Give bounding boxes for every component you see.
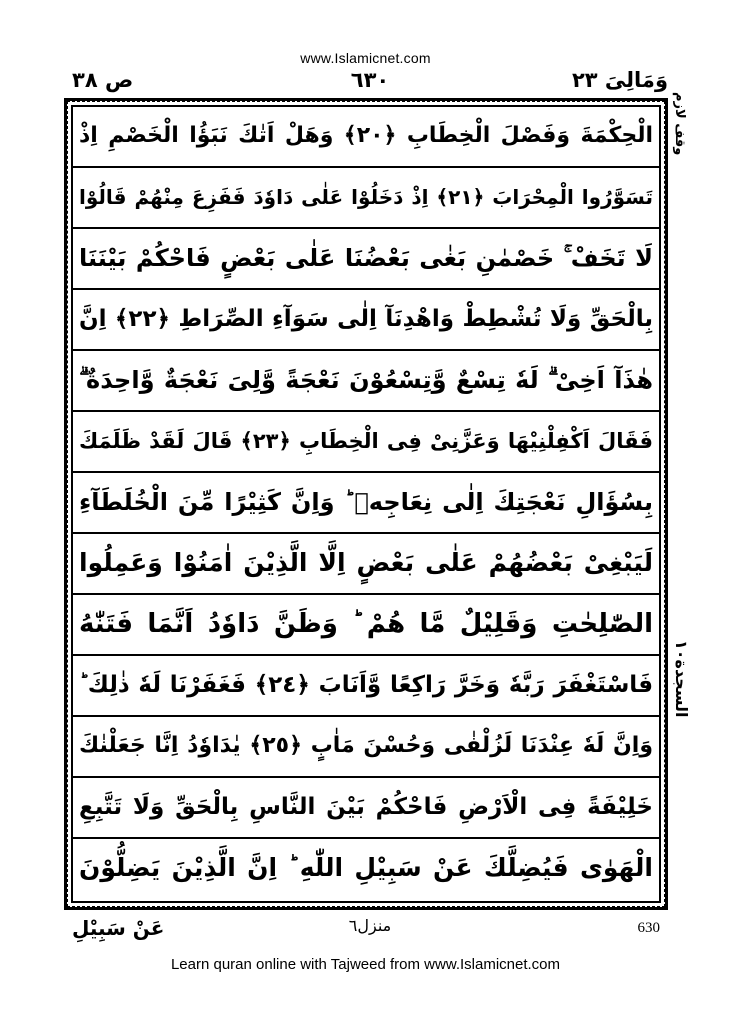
text-line-12: خَلِيْفَةً فِى الْاَرْضِ فَاحْكُمْ بَيْنَ النَّاسِ بِالْحَقِّ وَلَا تَتَّبِعِ (73, 778, 659, 839)
text-line-7: بِسُؤَالِ نَعْجَتِكَ اِلٰى نِعَاجِهٖ ؕ وَاِنَّ كَثِيْرًا مِّنَ الْخُلَطَآءِ (73, 473, 659, 534)
juz-label: وَمَالِىَ ٢٣ (571, 68, 668, 92)
page-footer (72, 916, 668, 946)
text-line-10: فَاسْتَغْفَرَ رَبَّهٗ وَخَرَّ رَاكِعًا وَّاَنَابَ ﴿٢٤﴾ فَغَفَرْنَا لَهٗ ذٰلِكَ ؕ (73, 656, 659, 717)
text-line-1: الْحِكْمَةَ وَفَصْلَ الْخِطَابِ ﴿٢٠﴾ وَهَلْ اَتٰكَ نَبَؤُا الْخَصْمِ اِذْ (73, 107, 659, 168)
text-line-13: الْهَوٰى فَيُضِلَّكَ عَنْ سَبِيْلِ اللّٰهِ ؕ اِنَّ الَّذِيْنَ يَضِلُّوْنَ (79, 853, 653, 882)
text-line-5: هٰذَآ اَخِىْ ۗ لَهٗ تِسْعٌ وَّتِسْعُوْنَ نَعْجَةً وَّلِىَ نَعْجَةٌ وَّاحِدَةٌ ۗ (73, 351, 659, 412)
text-line-4: بِالْحَقِّ وَلَا تُشْطِطْ وَاهْدِنَآ اِلٰى سَوَآءِ الصِّرَاطِ ﴿٢٢﴾ اِنَّ (73, 290, 659, 351)
margin-note-waqf: وقف لازم (672, 92, 687, 156)
text-line-2: تَسَوَّرُوا الْمِحْرَابَ ﴿٢١﴾ اِذْ دَخَلُوْا عَلٰى دَاوٗدَ فَفَزِعَ مِنْهُمْ قَالُوْا (73, 168, 659, 229)
text-line-9: الصّٰلِحٰتِ وَقَلِيْلٌ مَّا هُمْ ؕ وَظَنَّ دَاوٗدُ اَنَّمَا فَتَنّٰهُ (73, 595, 659, 656)
site-url: www.Islamicnet.com (300, 50, 431, 66)
text-line-3: لَا تَخَفْ ۚ خَصْمٰنِ بَغٰى بَعْضُنَا عَلٰى بَعْضٍ فَاحْكُمْ بَيْنَنَا (73, 229, 659, 290)
quran-text-block (73, 107, 659, 901)
page-number: 630 (637, 920, 660, 936)
margin-note-sajdah: السجدة١٠ (672, 640, 691, 718)
text-line-11: وَاِنَّ لَهٗ عِنْدَنَا لَزُلْفٰى وَحُسْنَ مَاٰبٍ ﴿٢٥﴾ يٰدَاوٗدُ اِنَّا جَعَلْنٰكَ (73, 717, 659, 778)
text-line-8: لَيَبْغِىْ بَعْضُهُمْ عَلٰى بَعْضٍ اِلَّا الَّذِيْنَ اٰمَنُوْا وَعَمِلُوا (73, 534, 659, 595)
text-line-6: فَقَالَ اَكْفِلْنِيْهَا وَعَزَّنِىْ فِى الْخِطَابِ ﴿٢٣﴾ قَالَ لَقَدْ ظَلَمَكَ (73, 412, 659, 473)
footer-tagline: Learn quran online with Tajweed from www.Islamicnet.com (170, 956, 561, 973)
manzil-label: منزل٦ (348, 916, 392, 935)
surah-label: ص ٣٨ (72, 68, 134, 92)
catchword: عَنْ سَبِيْلِ (72, 916, 165, 940)
page-header (72, 68, 668, 98)
page-number-arabic: ٦٣٠ (350, 68, 390, 92)
